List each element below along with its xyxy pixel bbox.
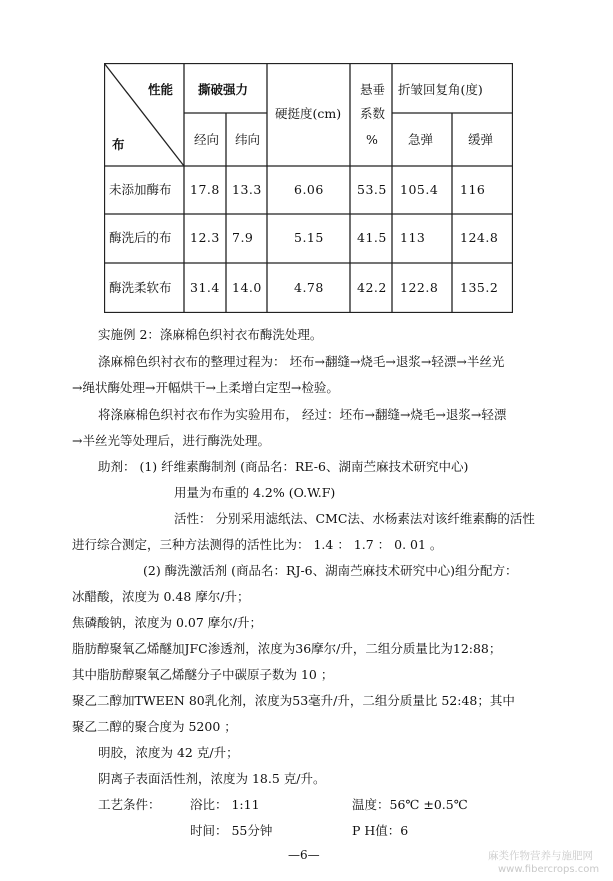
temperature: 温度：56℃ ±0.5℃ [352, 797, 468, 812]
tear-strength-header: 撕破强力 [198, 82, 249, 97]
drape-header-3: % [366, 132, 378, 147]
drape-value: 41.5 [357, 230, 387, 245]
performance-table [104, 63, 513, 313]
slow-recovery-value: 124.8 [460, 230, 499, 245]
weft-header: 纬向 [235, 132, 261, 147]
weft-value: 13.3 [232, 182, 262, 197]
paragraph-line: 其中脂肪醇聚氧乙烯醚分子中碳原子数为 10 ； [72, 667, 334, 682]
paragraph-line: 焦磷酸钠，浓度为 0.07 摩尔/升； [72, 615, 262, 630]
warp-header: 经向 [194, 132, 220, 147]
fast-recovery-value: 105.4 [400, 182, 439, 197]
paragraph-line: 用量为布重的 4.2% (O.W.F) [174, 485, 336, 500]
weft-value: 7.9 [232, 230, 254, 245]
paragraph-line: 脂肪醇聚氧乙烯醚加JFC渗透剂，浓度为36摩尔/升，二组分质量比为12:88； [72, 641, 502, 656]
paragraph-line: 进行综合测定，三种方法测得的活性比为： 1.4 ： 1.7 ： 0. 01 。 [72, 537, 443, 552]
drape-header-2: 系数 [360, 106, 386, 121]
fast-recovery-header: 急弹 [408, 132, 434, 147]
warp-value: 31.4 [190, 280, 220, 295]
slow-recovery-value: 116 [460, 182, 486, 197]
crease-recovery-header: 折皱回复角(度) [398, 82, 483, 97]
paragraph-line: 聚乙二醇加TWEEN 80乳化剂，浓度为53毫升/升，二组分质量比 52:48；其中 [72, 693, 515, 708]
example-heading: 实施例 2：涤麻棉色织衬衣布酶洗处理。 [98, 327, 323, 342]
paragraph-line: 将涤麻棉色织衬衣布作为实验用布， 经过：坯布→翻缝→烧毛→退浆→轻漂 [98, 407, 507, 422]
paragraph-line: 活性： 分别采用滤纸法、CMC法、水杨素法对该纤维素酶的活性 [174, 511, 535, 526]
warp-value: 12.3 [190, 230, 220, 245]
drape-value: 42.2 [357, 280, 387, 295]
paragraph-line: 助剂： (1) 纤维素酶制剂 (商品名：RE-6、湖南苎麻技术研究中心) [98, 459, 469, 474]
paragraph-line: →绳状酶处理→开幅烘干→上柔增白定型→检验。 [72, 380, 339, 395]
time: 时间： 55分钟 [190, 823, 273, 838]
slow-recovery-header: 缓弹 [468, 132, 494, 147]
paragraph-line: 冰醋酸，浓度为 0.48 摩尔/升； [72, 589, 250, 604]
weft-value: 14.0 [232, 280, 262, 295]
paragraph-line: →半丝光等处理后，进行酶洗处理。 [72, 433, 270, 448]
row-label: 酶洗柔软布 [109, 280, 172, 295]
slow-recovery-value: 135.2 [460, 280, 499, 295]
stiffness-header: 硬挺度(cm) [275, 106, 342, 121]
watermark-url: www.fibercrops.com [498, 864, 600, 875]
warp-value: 17.8 [190, 182, 220, 197]
paragraph-line: (2) 酶洗激活剂 (商品名：RJ-6、湖南苎麻技术研究中心)组分配方： [143, 563, 518, 578]
page-number: —6— [288, 848, 320, 862]
paragraph-line: 明胶，浓度为 42 克/升； [98, 745, 239, 760]
bath-ratio: 浴比： 1:11 [190, 797, 260, 812]
ph-value: P H值：6 [352, 823, 409, 838]
stiffness-value: 5.15 [294, 230, 324, 245]
drape-value: 53.5 [357, 182, 387, 197]
watermark-title: 麻类作物营养与施肥网 [488, 850, 593, 862]
fast-recovery-value: 113 [400, 230, 426, 245]
drape-header-1: 悬垂 [360, 82, 386, 97]
paragraph-line: 涤麻棉色织衬衣布的整理过程为： 坯布→翻缝→烧毛→退浆→轻漂→半丝光 [98, 354, 505, 369]
corner-bottom-label: 布 [112, 137, 125, 152]
stiffness-value: 6.06 [294, 182, 324, 197]
process-conditions-label: 工艺条件： [98, 797, 161, 812]
fast-recovery-value: 122.8 [400, 280, 439, 295]
corner-top-label: 性能 [148, 82, 174, 97]
paragraph-line: 阴离子表面活性剂，浓度为 18.5 克/升。 [98, 771, 326, 786]
row-label: 酶洗后的布 [109, 230, 172, 245]
row-label: 未添加酶布 [109, 182, 172, 197]
stiffness-value: 4.78 [294, 280, 324, 295]
paragraph-line: 聚乙二醇的聚合度为 5200 ； [72, 719, 237, 734]
